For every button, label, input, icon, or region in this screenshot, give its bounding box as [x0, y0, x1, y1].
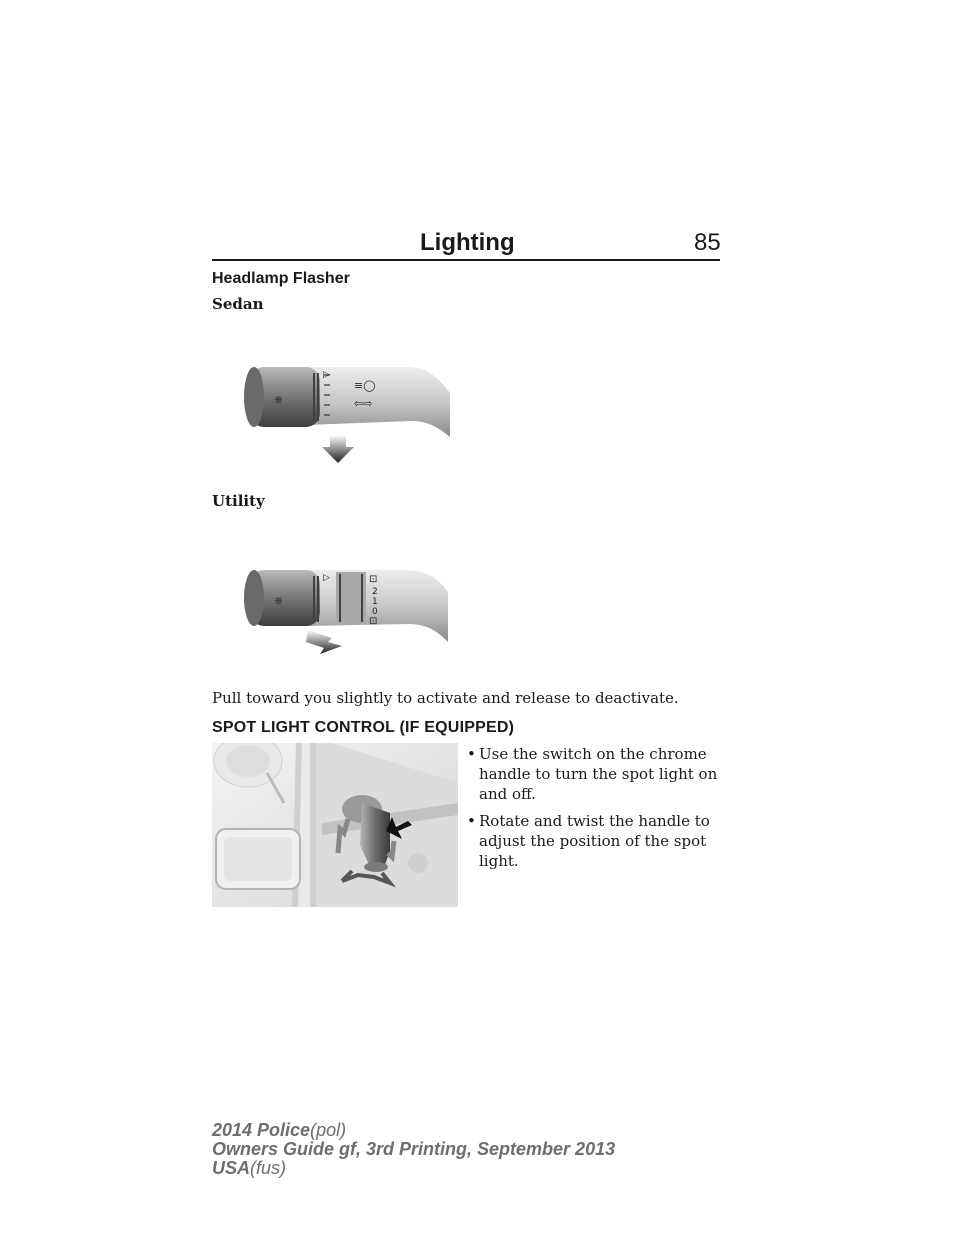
- footer-market-code: (fus): [250, 1158, 287, 1178]
- page-section-title: Lighting: [420, 229, 515, 256]
- utility-stalk-illustration: [236, 560, 448, 660]
- sedan-label: Sedan: [212, 295, 264, 313]
- document-footer: [212, 1121, 615, 1178]
- header-divider: [212, 259, 720, 261]
- bullet-icon: •: [467, 812, 476, 830]
- sedan-stalk-illustration: [236, 355, 450, 470]
- svg-text:⊡: ⊡: [369, 574, 378, 585]
- spot-light-illustration: [212, 743, 458, 907]
- footer-line-3: [212, 1159, 615, 1178]
- footer-market: USA: [212, 1158, 251, 1178]
- svg-text:▷: ▷: [323, 370, 330, 380]
- list-item: [467, 811, 737, 871]
- footer-model-code: (pol): [310, 1120, 347, 1140]
- svg-text:⎈: ⎈: [274, 594, 283, 607]
- spot-light-heading: SPOT LIGHT CONTROL (IF EQUIPPED): [212, 719, 515, 736]
- footer-model: 2014 Police: [212, 1120, 311, 1140]
- wiper-speed-0: 0: [372, 607, 378, 617]
- footer-line-2: [212, 1140, 615, 1159]
- flasher-instruction: Pull toward you slightly to activate and release to deactivate.: [212, 689, 679, 707]
- spot-light-bullet-list: [467, 744, 737, 878]
- utility-label: Utility: [212, 492, 265, 510]
- svg-text:⇦⇨: ⇦⇨: [354, 397, 373, 410]
- headlamp-flasher-heading: Headlamp Flasher: [212, 270, 350, 287]
- bullet-icon: •: [467, 745, 476, 763]
- footer-line-1: [212, 1121, 615, 1140]
- svg-text:≡◯: ≡◯: [354, 379, 376, 392]
- page-number: 85: [694, 229, 721, 256]
- list-item: [467, 744, 737, 804]
- wiper-speed-2: 2: [372, 587, 378, 597]
- svg-text:⊡: ⊡: [369, 616, 378, 627]
- bullet-text: Use the switch on the chrome handle to turn the spot light on and off.: [479, 745, 718, 803]
- wiper-speed-1: 1: [372, 597, 378, 607]
- bullet-text: Rotate and twist the handle to adjust the position of the spot light.: [479, 812, 710, 870]
- footer-printing: Owners Guide gf, 3rd Printing, September 2013: [212, 1139, 616, 1159]
- svg-text:▷: ▷: [323, 573, 330, 583]
- svg-text:⎈: ⎈: [274, 393, 283, 406]
